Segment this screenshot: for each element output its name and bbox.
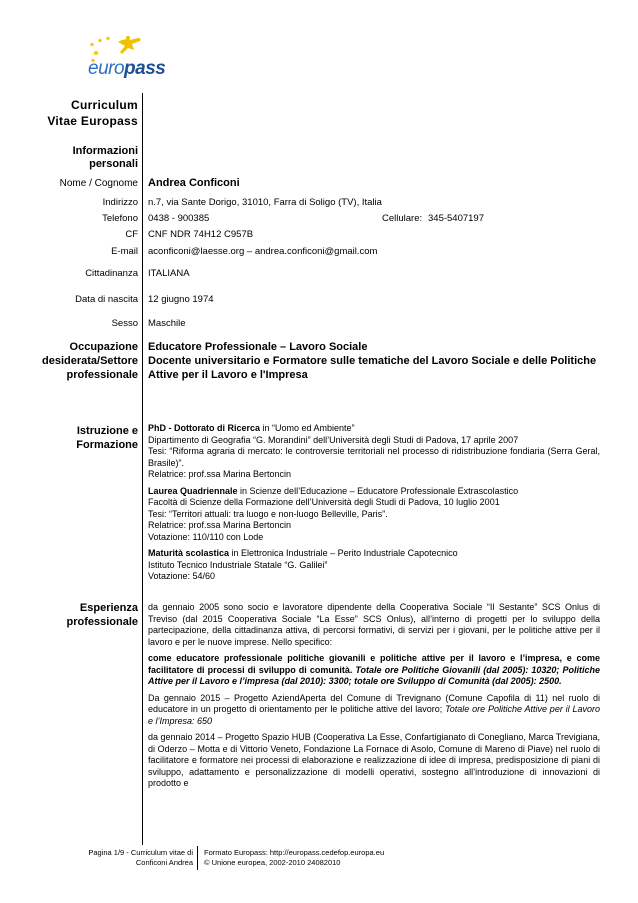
phd-title: PhD - Dottorato di Ricerca [148, 423, 261, 433]
experience-block [148, 602, 600, 790]
logo-pass: pass [124, 58, 166, 79]
phd-supervisor: Relatrice: prof.ssa Marina Bertoncin [148, 469, 292, 479]
maturita-subject: in Elettronica Industriale – Perito Industriale Capotecnico [229, 548, 458, 558]
column-divider [142, 93, 143, 845]
experience-label-1: Esperienza [79, 602, 138, 614]
label-address: Indirizzo [102, 197, 138, 208]
label-birthdate: Data di nascita [75, 294, 138, 305]
phd-entry [148, 423, 600, 435]
logo-euro: euro [88, 58, 125, 79]
footer-page-info: Pagina 1/9 - Curriculum vitae di [88, 848, 193, 857]
label-name: Nome / Cognome [59, 178, 138, 189]
footer-right [204, 848, 384, 868]
maturita-entry [148, 548, 600, 560]
personal-section-title-2: personali [89, 158, 138, 170]
occupation-line-3: Attive per il Lavoro e l'Impresa [148, 369, 308, 381]
aziendaperta-hours: Totale ore Politiche Attive per il Lavoro e l’Impresa: 650 [148, 704, 600, 726]
laurea-faculty: Facoltà di Scienze della Formazione dell’Università degli Studi di Padova, 10 luglio 2001 [148, 497, 500, 507]
laurea-thesis: Tesi: “Territori attuali: tra luogo e non-luogo Belleville, Paris”. [148, 508, 388, 519]
value-phone: 0438 - 900385 [148, 213, 210, 224]
label-citizenship: Cittadinanza [85, 268, 138, 279]
value-name: Andrea Conficoni [148, 177, 240, 189]
maturita-school: Istituto Tecnico Industriale Statale “G. Galilei” [148, 559, 328, 570]
label-sex: Sesso [111, 318, 138, 329]
aziendaperta-text: Da gennaio 2015 – Progetto AziendAperta del Comune di Trevignano (Comune Capofila di 11) nel ruolo di educatore in un progetto di orientamento per le politiche attive del lavoro; [148, 692, 600, 714]
laurea-entry [148, 486, 600, 498]
footer-copyright: © Unione europea, 2002-2010 24082010 [204, 858, 341, 867]
laurea-supervisor: Relatrice: prof.ssa Marina Bertoncin [148, 520, 292, 530]
experience-aziendaperta [148, 693, 600, 728]
occupation-line-1: Educatore Professionale – Lavoro Sociale [148, 341, 368, 353]
label-email: E-mail [111, 246, 138, 257]
value-email[interactable]: aconficoni@laesse.org – andrea.conficoni@gmail.com [148, 246, 378, 257]
laurea-subject: in Scienze dell’Educazione – Educatore Professionale Extrascolastico [237, 485, 519, 496]
occupation-line-2: Docente universitario e Formatore sulle tematiche del Lavoro Sociale e delle Politiche [148, 355, 597, 367]
europass-wordmark [88, 58, 165, 80]
footer-author: Conficoni Andrea [135, 858, 193, 867]
footer-format: Formato Europass: http://europass.cedefop.europa.eu [204, 848, 385, 857]
personal-section-title-1: Informazioni [72, 145, 138, 157]
laurea-grade: Votazione: 110/110 con Lode [148, 531, 264, 542]
experience-role [148, 653, 600, 688]
value-sex: Maschile [148, 318, 186, 329]
value-address: n.7, via Sante Dorigo, 31010, Farra di Soligo (TV), Italia [148, 197, 382, 208]
experience-role-hours: Totale ore Politiche Giovanili (dal 2005): 10320; Politiche Attive per il Lavoro e l’impresa (dal 2010): 3300; totale ore Sviluppo di Comunità (dal 2005): 2500. [148, 664, 600, 686]
experience-label-2: professionale [66, 616, 138, 628]
footer-divider [197, 846, 198, 870]
occupation-label-3: professionale [66, 369, 138, 381]
phd-subject: in “Uomo ed Ambiente” [260, 423, 355, 433]
europass-logo [88, 36, 178, 92]
cv-title-line2: Vitae Europass [47, 114, 138, 128]
label-cf: CF [125, 229, 138, 240]
maturita-title: Maturità scolastica [148, 548, 230, 558]
experience-role-text: come educatore professionale politiche giovanili e politiche attive per il lavoro e l’impresa, e come facilitatore di processi di sviluppo di comunità. [148, 653, 600, 675]
experience-spaziohub: da gennaio 2014 – Progetto Spazio HUB (Cooperativa La Esse, Confartigianato di Conegliano, Marca Trevigiana, di Oderzo – Motta e di Vittorio Veneto, Fondazione La Fornace di Asolo, Comune di Mareno di Piave) nel ruolo di facilitatore e formatore nei processi di elaborazione e realizzazione di idee di impresa, predisposizione di piani di sviluppo, adattamento e personalizzazione di modelli operativi, sostegno all’introduzione di innovazioni di prodotto e [148, 732, 600, 788]
phd-thesis: Tesi: “Riforma agraria di mercato: le controversie territoriali nel processo di ridistribuzione fondiaria (Serra Geral, Brasile)”. [148, 446, 600, 468]
cv-title-line1: Curriculum [70, 98, 138, 112]
education-label-2: Formazione [76, 439, 138, 451]
maturita-grade: Votazione: 54/60 [148, 571, 216, 581]
value-mobile: 345-5407197 [428, 213, 484, 224]
footer-left [88, 848, 193, 868]
education-block [148, 423, 600, 583]
experience-intro: da gennaio 2005 sono socio e lavoratore dipendente della Cooperativa Sociale “Il Sestante” SCS Onlus di Treviso (dal 2015 Cooperativa Sociale “La Esse” SCS Onlus), all’interno di progetti per lo sviluppo della partecipazione, della cittadinanza attiva, di percorsi formativi, di servizi per i giovani, per le politiche attive per il lavoro e per le nuove imprese. Nello specifico: [148, 602, 600, 647]
value-citizenship: ITALIANA [148, 268, 190, 279]
value-birthdate: 12 giugno 1974 [148, 294, 214, 305]
phd-department: Dipartimento di Geografia “G. Morandini” dell’Università degli Studi di Padova, 17 aprile 2007 [148, 434, 519, 445]
label-mobile: Cellulare: [382, 213, 423, 224]
laurea-title: Laurea Quadriennale [148, 485, 238, 496]
occupation-label-2: desiderata/Settore [42, 355, 138, 367]
occupation-label-1: Occupazione [69, 341, 138, 353]
value-cf: CNF NDR 74H12 C957B [148, 229, 254, 240]
label-phone: Telefono [102, 213, 138, 224]
education-label-1: Istruzione e [76, 425, 138, 437]
